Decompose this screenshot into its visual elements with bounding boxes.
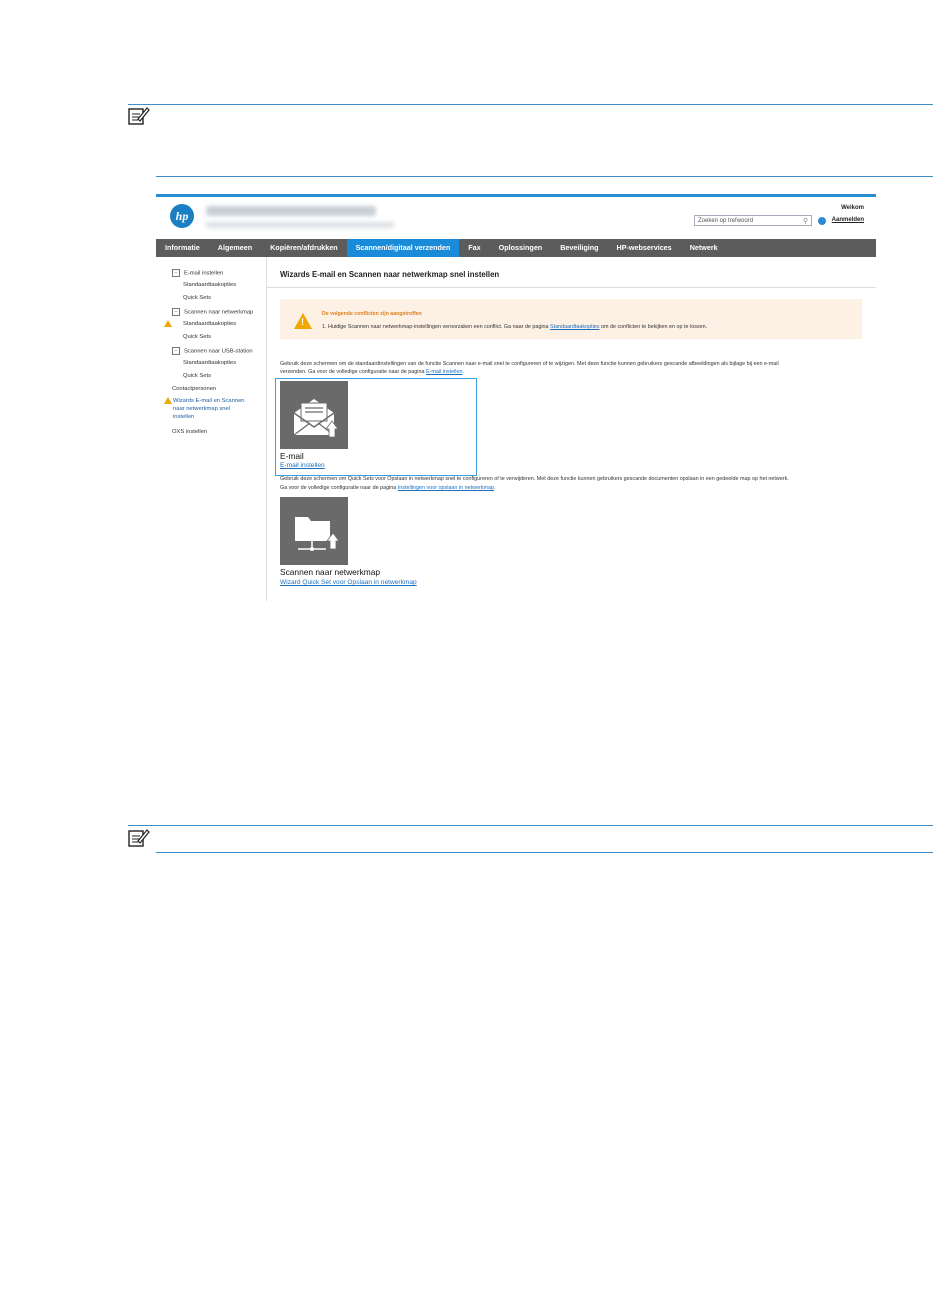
sidebar-item-email-instellen[interactable]: − E-mail instellen	[172, 269, 223, 277]
sidebar-item-contactpersonen[interactable]: Contactpersonen	[172, 386, 217, 392]
network-folder-tile[interactable]	[280, 497, 348, 565]
sidebar-item-quick-sets[interactable]: Quick Sets	[183, 334, 212, 340]
network-folder-icon	[280, 497, 348, 565]
email-setup-link[interactable]: E-mail instellen	[280, 462, 325, 469]
sidebar-item-scannen-usb[interactable]: − Scannen naar USB-station	[172, 347, 253, 355]
tab-netwerk[interactable]: Netwerk	[689, 243, 718, 252]
email-tile[interactable]	[280, 381, 348, 449]
collapse-icon[interactable]: −	[172, 269, 180, 277]
hp-logo: hp	[170, 204, 194, 228]
search-input[interactable]	[694, 215, 812, 226]
folder-caption: Scannen naar netwerkmap	[280, 567, 381, 577]
folder-description-line2: Ga voor de volledige configuratie naar de pagina Instellingen voor opslaan in netwerkmap.	[280, 485, 496, 491]
sidebar	[156, 257, 267, 601]
sidebar-item-quick-sets[interactable]: Quick Sets	[183, 295, 212, 301]
collapse-icon[interactable]: −	[172, 347, 180, 355]
alert-body: 1. Huidige Scannen naar netwerkmap-instellingen veroorzaken een conflict. Ga naar de pagina Standaardtaakopties om de conflicten te bekijken en op te lossen.	[322, 324, 708, 330]
conflict-alert	[280, 299, 862, 339]
sidebar-item-wizards[interactable]: Wizards E-mail en Scannen	[173, 398, 245, 404]
email-caption: E-mail	[280, 451, 304, 461]
email-icon	[280, 381, 348, 449]
folder-wizard-link[interactable]: Wizard Quick Set voor Opslaan in netwerkmap	[280, 579, 417, 586]
collapse-icon[interactable]: −	[172, 308, 180, 316]
note-top-rule	[128, 104, 933, 105]
sidebar-item-oxs[interactable]: OXS instellen	[172, 429, 208, 435]
email-description-line2: verzenden. Ga voor de volledige configuratie naar de pagina E-mail instellen.	[280, 369, 465, 375]
folder-settings-link[interactable]: Instellingen voor opslaan in netwerkmap	[397, 485, 494, 491]
ews-screenshot	[156, 194, 876, 601]
page-title: Wizards E-mail en Scannen naar netwerkmap snel instellen	[280, 270, 500, 279]
printer-name-blurred	[206, 206, 376, 216]
tab-algemeen[interactable]: Algemeen	[217, 243, 253, 252]
tab-kopieren[interactable]: Kopiëren/afdrukken	[270, 243, 338, 252]
user-icon	[818, 217, 826, 225]
tab-beveiliging[interactable]: Beveiliging	[560, 243, 599, 252]
note-icon	[128, 828, 150, 848]
tab-oplossingen[interactable]: Oplossingen	[498, 243, 543, 252]
alert-link[interactable]: Standaardtaakopties	[550, 324, 600, 330]
printer-address-blurred	[206, 222, 394, 228]
sidebar-item-wizards-line2[interactable]: naar netwerkmap snel	[173, 406, 231, 412]
tab-hp-webservices[interactable]: HP-webservices	[616, 243, 672, 252]
signin-link[interactable]: Aanmelden	[831, 217, 864, 223]
welcome-text: Welkom	[841, 205, 864, 211]
search-icon[interactable]: ⚲	[802, 218, 808, 225]
tab-scannen[interactable]: Scannen/digitaal verzenden	[347, 239, 460, 257]
folder-description-line1: Gebruik deze schermen om Quick Sets voor Opslaan in netwerkmap snel te configureren of te verwijderen. Met deze functie kunnen gebruikers gescande documenten opslaan in een gedeelde map op het netwerk.	[280, 476, 789, 482]
warning-icon	[164, 320, 172, 327]
sidebar-item-scannen-netwerkmap[interactable]: − Scannen naar netwerkmap	[172, 308, 253, 316]
email-settings-link[interactable]: E-mail instellen	[425, 369, 463, 375]
sidebar-item-quick-sets[interactable]: Quick Sets	[183, 373, 212, 379]
main-content	[266, 257, 876, 601]
note2-bottom-rule	[156, 852, 933, 853]
note-bottom-rule	[156, 176, 933, 177]
main-nav	[156, 239, 876, 257]
note2-top-rule	[128, 825, 933, 826]
warning-icon	[164, 397, 172, 404]
tab-informatie[interactable]: Informatie	[165, 243, 200, 252]
divider	[266, 287, 876, 288]
sidebar-item-standaardtaakopties[interactable]: Standaardtaakopties	[183, 321, 237, 327]
sidebar-item-standaardtaakopties[interactable]: Standaardtaakopties	[183, 282, 237, 288]
sidebar-item-standaardtaakopties[interactable]: Standaardtaakopties	[183, 360, 237, 366]
email-description-line1: Gebruik deze schermen om de standaardinstellingen van de functie Scannen naar e-mail snel te configureren of te wijzigen. Met deze functie kunnen gebruikers gescande afbeeldingen als bijlage bij een e-mail	[280, 361, 779, 367]
ews-header	[156, 197, 876, 237]
sidebar-item-wizards-line3[interactable]: instellen	[173, 414, 195, 420]
search-placeholder: Zoeken op trefwoord	[698, 218, 754, 224]
warning-exclamation: !	[301, 317, 304, 327]
alert-heading: De volgende conflicten zijn aangetroffen	[322, 311, 422, 317]
tab-fax[interactable]: Fax	[468, 243, 481, 252]
note-icon	[128, 106, 150, 126]
